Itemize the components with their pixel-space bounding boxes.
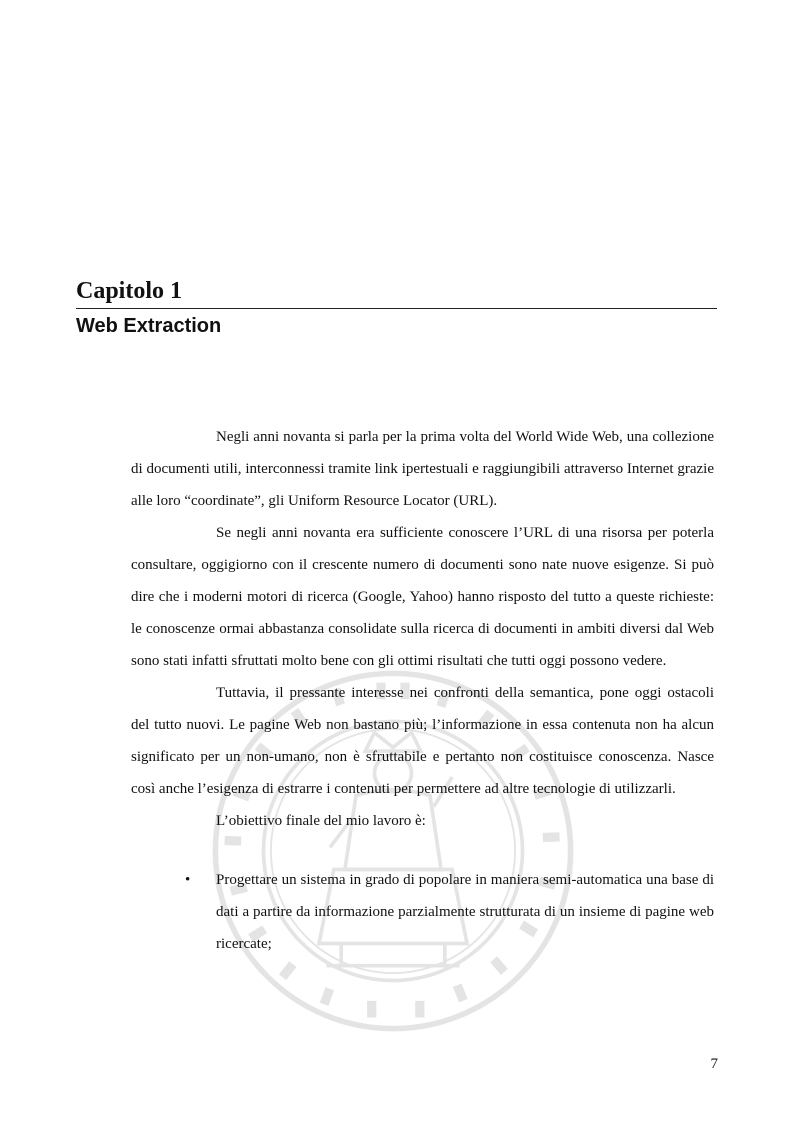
paragraph: Se negli anni novanta era sufficiente conoscere l’URL di una risorsa per poterla consultare, oggigiorno con il crescente numero di documenti sono nate nuove esigenze. Si può dire che i moderni motori di ricerca (Google, Yahoo) hanno risposto del tutto a queste richieste: le conoscenze ormai abbastanza consolidate sulla ricerca di documenti in ambiti diversi dal Web sono stati infatti sfruttati molto bene con gli ottimi risultati che tutti oggi possono vedere. bbox=[131, 525, 714, 669]
paragraph: L’obiettivo finale del mio lavoro è: bbox=[216, 813, 426, 829]
list-item bbox=[131, 864, 714, 960]
body-text bbox=[131, 421, 714, 960]
bullet-icon: • bbox=[185, 872, 191, 888]
paragraph: Tuttavia, il pressante interesse nei confronti della semantica, pone oggi ostacoli del tutto nuovi. Le pagine Web non bastano più; l’informazione in essa contenuta non ha alcun significato per un non-umano, non è sfruttabile e pertanto non costituisce conoscenza. Nasce così anche l’esigenza di estrarre i contenuti per permettere ad altre tecnologie di utilizzarli. bbox=[131, 685, 714, 797]
paragraph: Negli anni novanta si parla per la prima volta del World Wide Web, una collezione di documenti utili, interconnessi tramite link ipertestuali e raggiungibili attraverso Internet grazie alle loro “coordinate”, gli Uniform Resource Locator (URL). bbox=[131, 429, 714, 509]
chapter-subtitle: Web Extraction bbox=[76, 315, 222, 337]
bullet-list bbox=[131, 864, 714, 960]
list-item-text: Progettare un sistema in grado di popolare in maniera semi-automatica una base di dati a partire da informazione parzialmente strutturata di un insieme di pagine web ricercate; bbox=[216, 872, 714, 952]
page-number: 7 bbox=[710, 1056, 718, 1072]
chapter-title: Capitolo 1 bbox=[76, 278, 183, 304]
chapter-divider bbox=[76, 308, 717, 309]
